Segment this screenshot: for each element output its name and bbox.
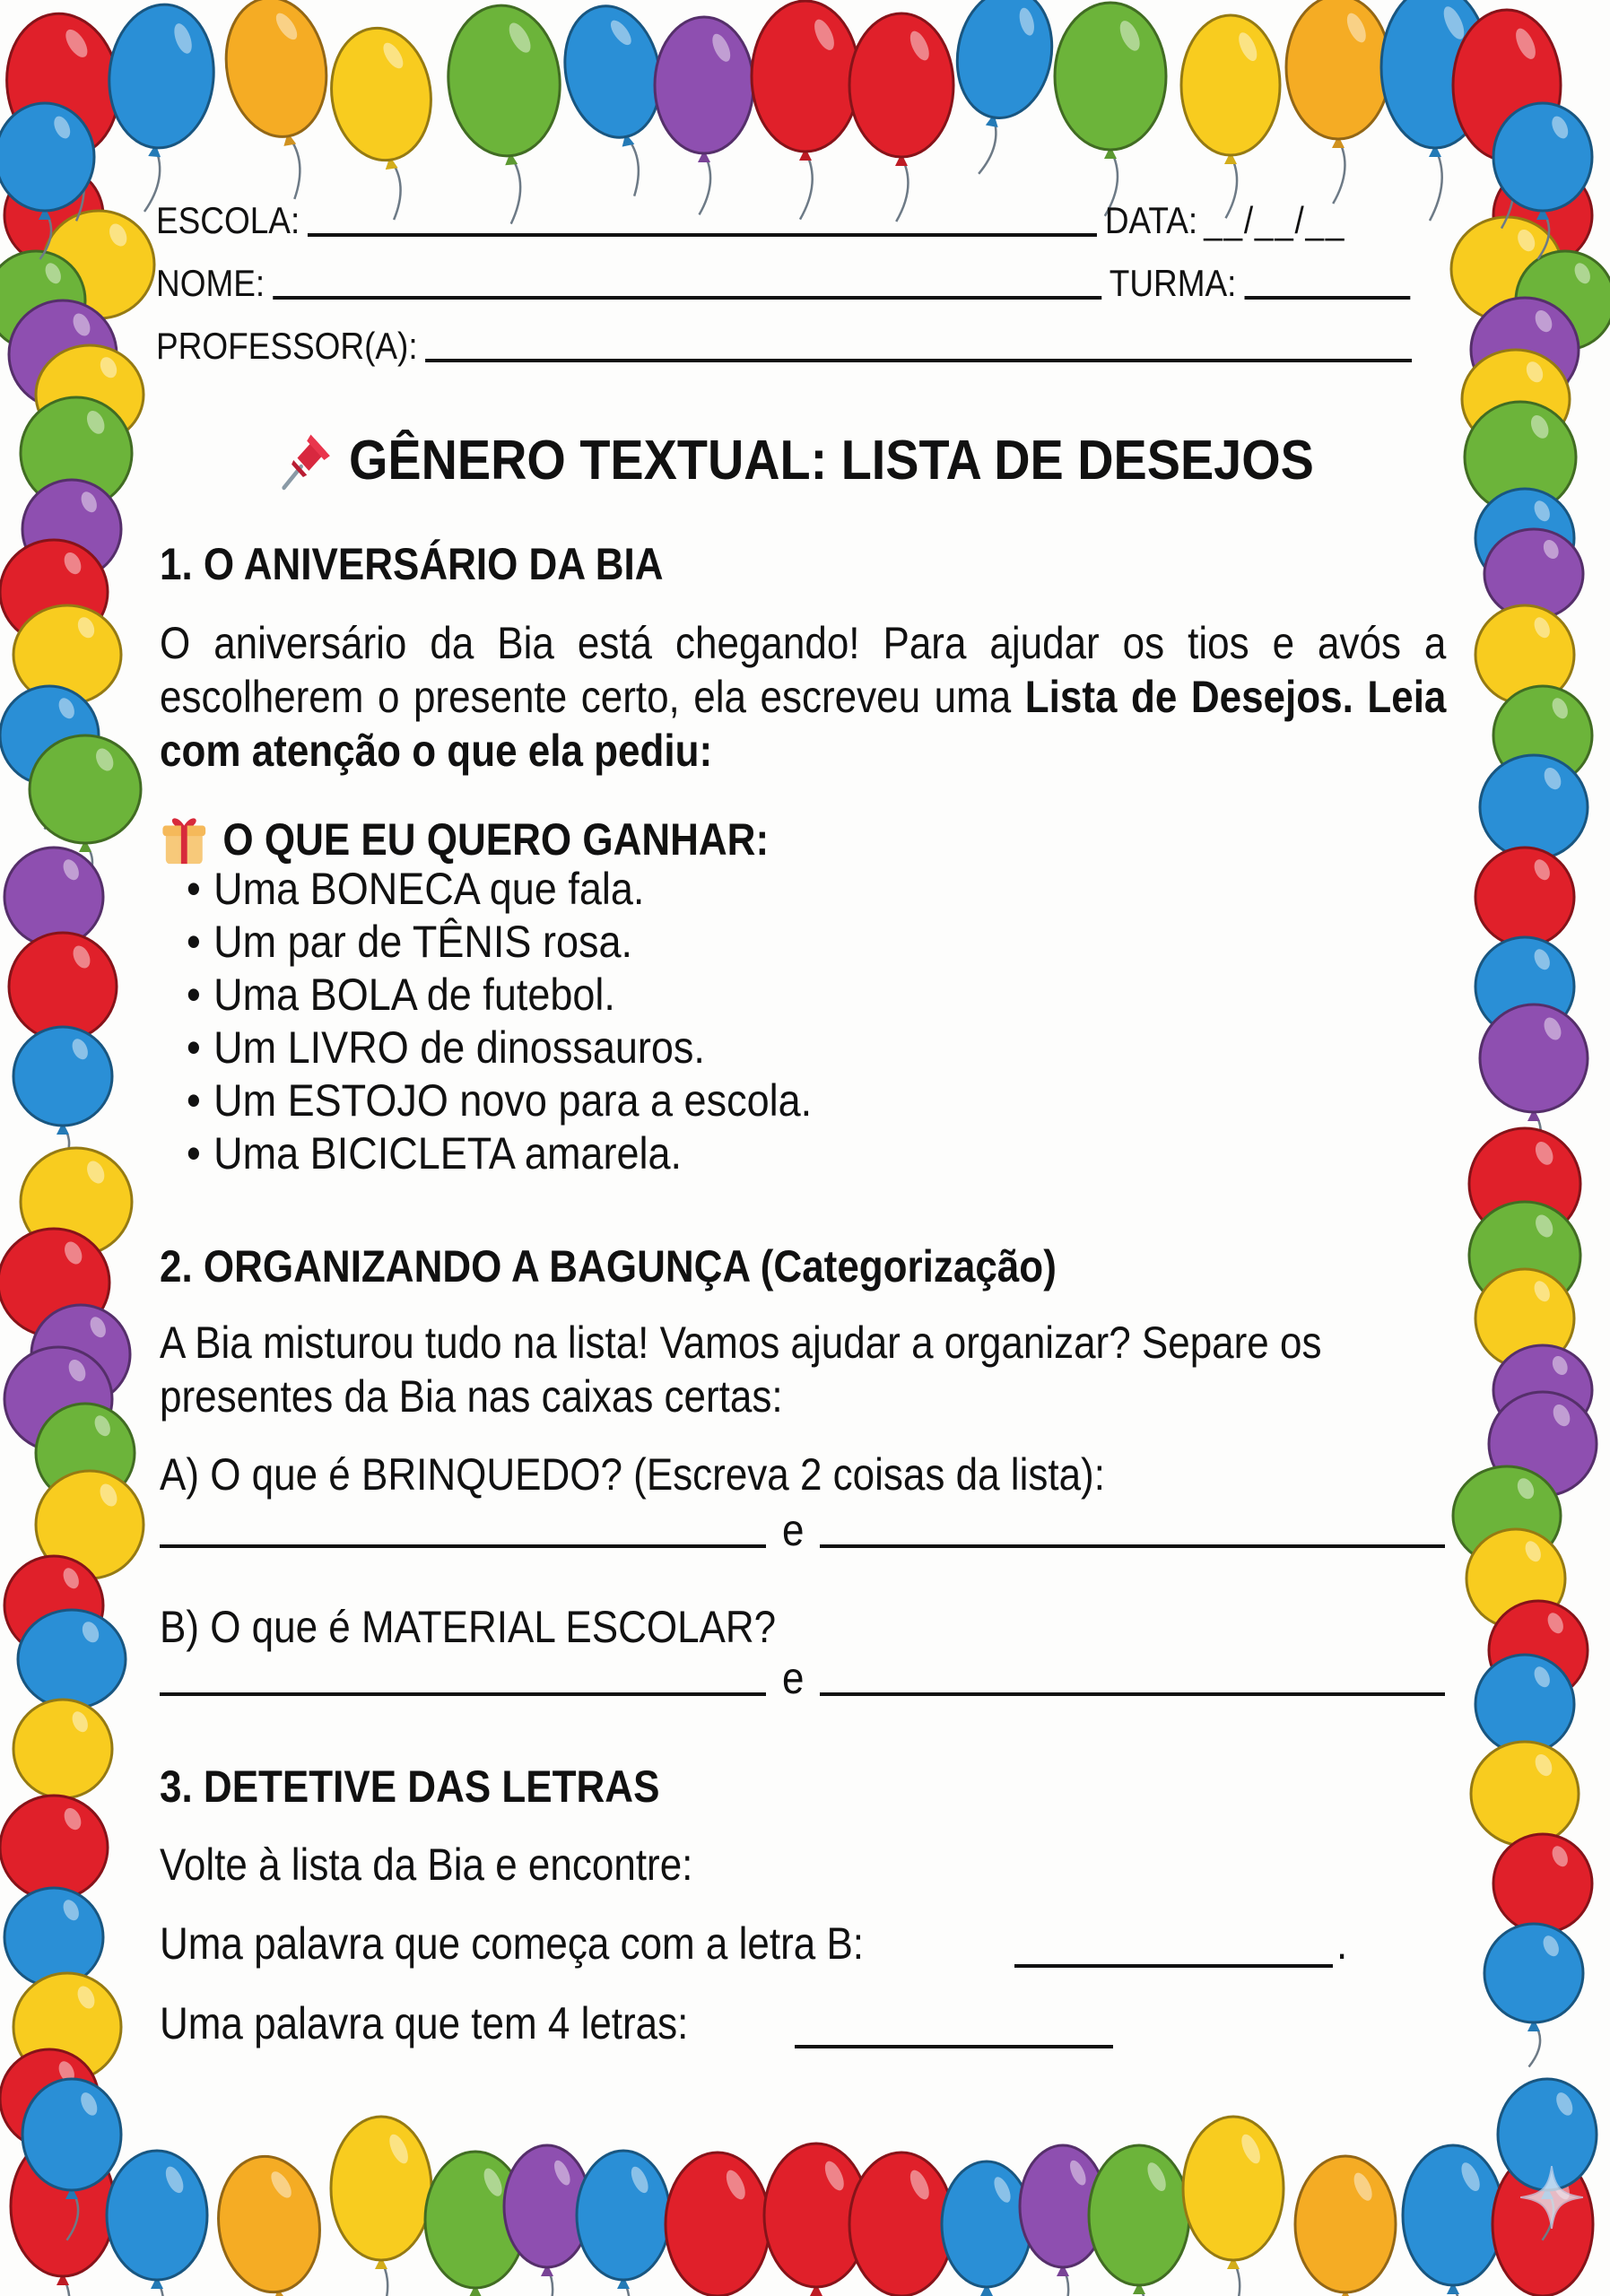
section2-heading: 2. ORGANIZANDO A BAGUNÇA (Categorização) — [160, 1241, 1057, 1292]
list-item: • Uma BONECA que fala. — [187, 863, 812, 916]
header-row-name — [156, 242, 1448, 305]
connector-b: e — [782, 1653, 805, 1703]
page-title-text: GÊNERO TEXTUAL: LISTA DE DESEJOS — [349, 429, 1314, 491]
header-row-teacher — [156, 305, 1448, 368]
wishlist-heading-text: O QUE EU QUERO GANHAR: — [222, 814, 770, 865]
connector-a: e — [782, 1505, 805, 1555]
school-field[interactable] — [308, 203, 1097, 237]
list-item: • Uma BOLA de futebol. — [187, 969, 812, 1022]
page-title — [276, 426, 1314, 494]
answer-four-letters-field[interactable] — [795, 2045, 1113, 2048]
section3-heading: 3. DETETIVE DAS LETRAS — [160, 1761, 660, 1812]
list-item: • Um ESTOJO novo para a escola. — [187, 1074, 812, 1127]
sparkle-icon — [1520, 2166, 1583, 2229]
section1-intro-bold: Lista de Desejos. Leia com atenção o que ela pediu: — [160, 672, 1447, 776]
answer-a1-field[interactable] — [160, 1544, 766, 1548]
question-letter-b: Uma palavra que começa com a letra B: — [160, 1918, 865, 1969]
class-label: TURMA: — [1109, 262, 1237, 304]
answer-b2-field[interactable] — [820, 1692, 1445, 1696]
date-field[interactable]: __/__/__ — [1204, 199, 1346, 241]
school-label: ESCOLA: — [156, 199, 300, 241]
section1-intro — [160, 616, 1446, 778]
name-field[interactable] — [273, 265, 1101, 300]
list-item: • Uma BICICLETA amarela. — [187, 1127, 812, 1180]
header-row-school — [156, 179, 1448, 242]
teacher-field[interactable] — [425, 328, 1412, 362]
gift-icon — [160, 812, 209, 867]
question-a: A) O que é BRINQUEDO? (Escreva 2 coisas da lista): — [160, 1449, 1105, 1500]
answer-a2-field[interactable] — [820, 1544, 1445, 1548]
section3-intro: Volte à lista da Bia e encontre: — [160, 1839, 693, 1890]
pushpin-icon — [276, 426, 337, 494]
answer-letter-b-field[interactable] — [1014, 1964, 1333, 1968]
list-item: • Um LIVRO de dinossauros. — [187, 1022, 812, 1074]
wishlist-heading — [160, 812, 769, 867]
teacher-label: PROFESSOR(A): — [156, 325, 418, 367]
class-field[interactable] — [1244, 265, 1410, 300]
answer-b1-field[interactable] — [160, 1692, 766, 1696]
section1-heading: 1. O ANIVERSÁRIO DA BIA — [160, 539, 664, 589]
question-b: B) O que é MATERIAL ESCOLAR? — [160, 1602, 777, 1652]
header-fields — [156, 179, 1610, 368]
question-letter-b-period: . — [1336, 1918, 1348, 1969]
section2-intro: A Bia misturou tudo na lista! Vamos ajudar a organizar? Separe os presentes da Bia nas caixas certas: — [160, 1318, 1322, 1422]
question-four-letters: Uma palavra que tem 4 letras: — [160, 1998, 689, 2048]
date-label: DATA: — [1104, 199, 1198, 241]
name-label: NOME: — [156, 262, 265, 304]
section1-intro-text: O aniversário da Bia está chegando! Para ajudar os tios e avós a escolherem o presente certo, ela escreveu uma — [160, 618, 1447, 722]
list-item: • Um par de TÊNIS rosa. — [187, 916, 812, 969]
wishlist — [187, 863, 812, 1180]
